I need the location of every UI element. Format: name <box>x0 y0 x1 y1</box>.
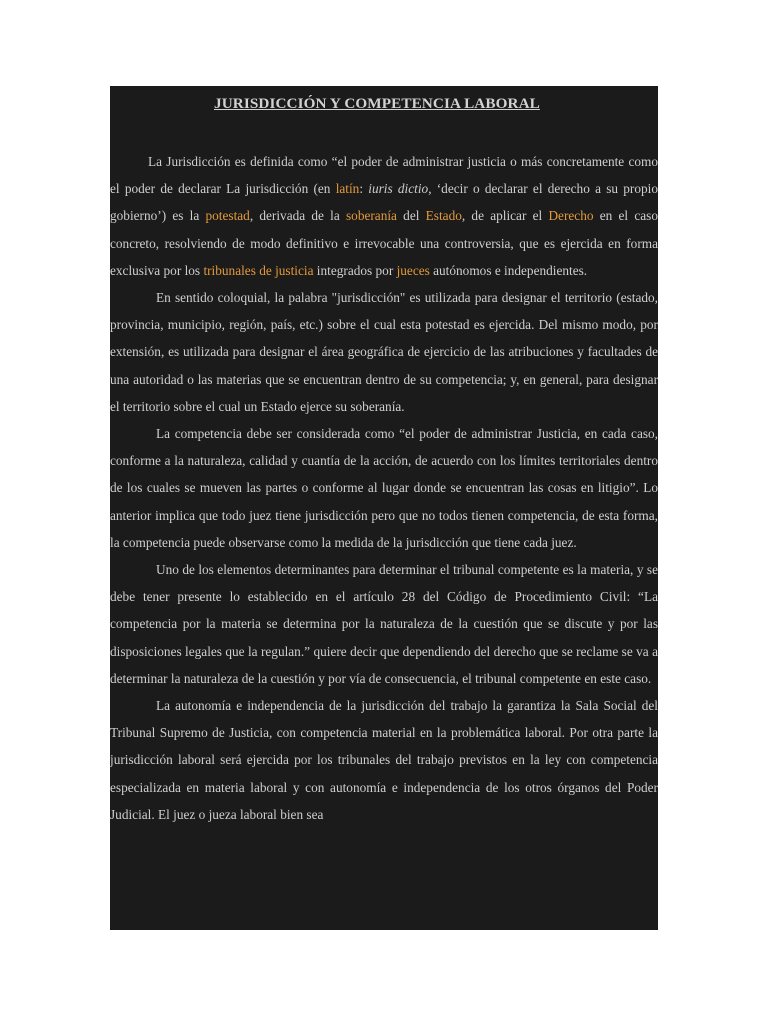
text-run: Uno de los elementos determinantes para determinar el tribunal competente es la materia, y se debe tener presente lo establecido en el artículo 28 del Código de Procedimiento Civil: “La competencia por la materia se determina por la naturaleza de la cuestión que se discute y por las disposiciones legales que la regulan.” quiere decir que dependiendo del derecho que se reclame se va a determinar la naturaleza de la cuestión y por vía de consecuencia, el tribunal competente en este caso. <box>110 562 658 686</box>
hyperlink[interactable]: soberanía <box>346 208 397 224</box>
hyperlink[interactable]: jueces <box>396 262 430 278</box>
document-page <box>110 86 658 930</box>
text-run: : <box>359 181 369 197</box>
text-run: , ‘decir o declarar el derecho a su propio gobierno’) es la <box>110 181 658 224</box>
paragraph <box>110 148 658 284</box>
text-run: , derivada de la <box>249 208 346 224</box>
hyperlink[interactable]: Estado <box>425 208 462 224</box>
text-run: La autonomía e independencia de la jurisdicción del trabajo la garantiza la Sala Social del Tribunal Supremo de Justicia, con competencia material en la problemática laboral. Por otra parte la jurisdicción laboral será ejercida por los tribunales del trabajo previstos en la ley con competencia especializada en materia laboral y con autonomía e independencia de los otros órganos del Poder Judicial. El juez o jueza laboral bien sea <box>110 698 658 822</box>
text-run: La Jurisdicción es definida como “el poder de administrar justicia o más concretamente como el poder de declarar La jurisdicción (en <box>110 154 658 197</box>
text-run: La competencia debe ser considerada como “el poder de administrar Justicia, en cada caso, conforme a la naturaleza, calidad y cuantía de la acción, de acuerdo con los límites territoriales dentro de los cuales se mueven las partes o conforme al lugar donde se encuentran las cosas en litigio”. Lo anterior implica que todo juez tiene jurisdicción pero que no todos tienen competencia, de esta forma, la competencia puede observarse como la medida de la jurisdicción que tiene cada juez. <box>110 426 658 550</box>
paragraph <box>110 284 658 420</box>
document-title: JURISDICCIÓN Y COMPETENCIA LABORAL <box>214 95 540 112</box>
paragraph <box>110 556 658 692</box>
text-run: , de aplicar el <box>461 208 549 224</box>
document-body <box>110 148 658 828</box>
text-run: del <box>396 208 426 224</box>
hyperlink[interactable]: tribunales de justicia <box>203 262 314 278</box>
italic-text: iuris dictio <box>368 181 429 197</box>
paragraph <box>110 692 658 828</box>
text-run: autónomos e independientes. <box>429 262 588 278</box>
text-run: en el caso concreto, resolviendo de modo definitivo e irrevocable una controversia, que es ejercida en forma exclusiva por los <box>110 208 658 278</box>
hyperlink[interactable]: potestad <box>205 208 250 224</box>
hyperlink[interactable]: latín <box>335 181 360 197</box>
text-run: integrados por <box>313 262 397 278</box>
paragraph <box>110 420 658 556</box>
hyperlink[interactable]: Derecho <box>548 208 594 224</box>
text-run: En sentido coloquial, la palabra "jurisdicción" es utilizada para designar el territorio (estado, provincia, municipio, región, país, etc.) sobre el cual esta potestad es ejercida. Del mismo modo, por extensión, es utilizada para designar el área geográfica de ejercicio de las atribuciones y facultades de una autoridad o las materias que se encuentran dentro de su competencia; y, en general, para designar el territorio sobre el cual un Estado ejerce su soberanía. <box>110 290 658 414</box>
